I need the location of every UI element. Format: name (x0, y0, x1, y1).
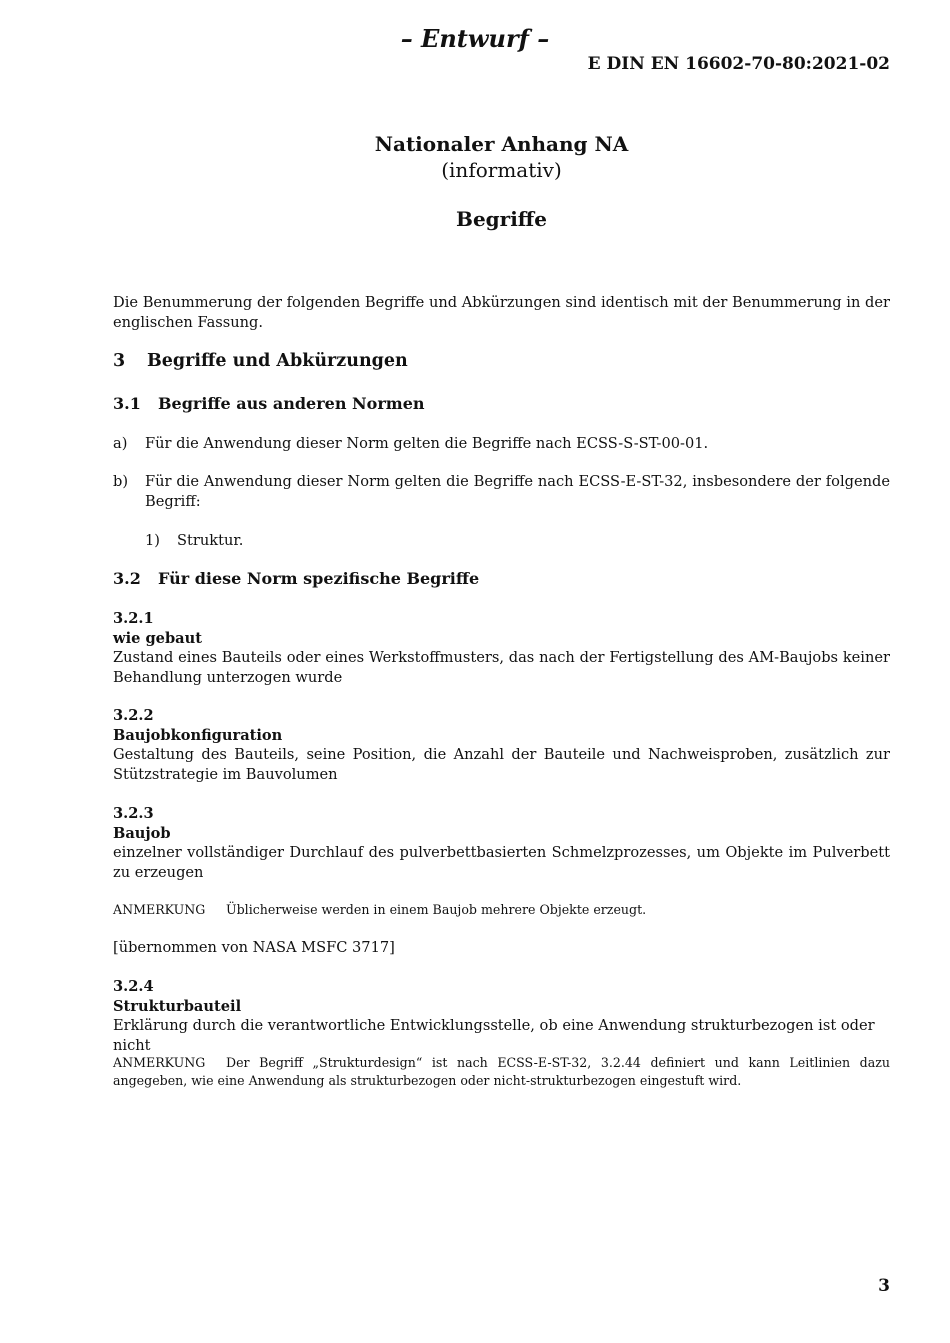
list-marker: b) (113, 473, 129, 490)
section-number: 3 (113, 351, 126, 371)
term-definition: Erklärung durch die verantwortliche Entwicklungsstelle, ob eine Anwendung strukturbezogen ist oder nicht (113, 1017, 875, 1054)
page-number: 3 (878, 1276, 890, 1296)
term-number: 3.2.4 (113, 978, 154, 995)
term-number: 3.2.1 (113, 610, 154, 627)
note-label: ANMERKUNG (113, 1055, 206, 1070)
list-text: Für die Anwendung dieser Norm gelten die Begriffe nach ECSS-E-ST-32, insbesondere der folgende Begriff: (145, 473, 890, 510)
sub-list-item (145, 531, 890, 551)
term-note (113, 1054, 890, 1090)
term-entry (113, 977, 890, 1055)
list-marker: a) (113, 435, 128, 452)
term-number: 3.2.3 (113, 805, 154, 822)
list-item (113, 434, 890, 454)
term-name: wie gebaut (113, 629, 202, 647)
term-name: Strukturbauteil (113, 997, 242, 1015)
term-number: 3.2.2 (113, 707, 154, 724)
document-id: E DIN EN 16602-70-80:2021-02 (587, 54, 890, 74)
term-note (113, 901, 890, 919)
list-text: Für die Anwendung dieser Norm gelten die Begriffe nach ECSS-S-ST-00-01. (145, 435, 709, 452)
list-text: Struktur. (177, 532, 244, 549)
term-name: Baujob (113, 824, 171, 842)
draft-label: – Entwurf – (400, 24, 550, 53)
note-text: Der Begriff „Strukturdesign“ ist nach ECSS-E-ST-32, 3.2.44 definiert und kann Leitlinien dazu angegeben, wie eine Anwendung als strukturbezogen oder nicht-strukturbezogen eingestuft wird. (113, 1055, 890, 1088)
term-definition: einzelner vollständiger Durchlauf des pulverbettbasierten Schmelzprozesses, um Objekte im Pulverbett zu erzeugen (113, 844, 890, 881)
list-item (113, 472, 890, 511)
term-entry (113, 706, 890, 784)
intro-paragraph: Die Benummerung der folgenden Begriffe und Abkürzungen sind identisch mit der Benummerung in der englischen Fassung. (113, 294, 890, 331)
section-3-1-heading (113, 394, 890, 414)
term-definition: Zustand eines Bauteils oder eines Werkstoffmusters, das nach der Fertigstellung des AM-Baujobs keiner Behandlung unterzogen wurde (113, 649, 890, 686)
section-number: 3.1 (113, 394, 141, 413)
note-label: ANMERKUNG (113, 902, 206, 917)
section-title: Für diese Norm spezifische Begriffe (158, 569, 480, 588)
term-name: Baujobkonfiguration (113, 726, 283, 744)
note-text: Üblicherweise werden in einem Baujob mehrere Objekte erzeugt. (226, 902, 647, 917)
term-entry (113, 609, 890, 687)
section-3-heading (113, 352, 890, 372)
annex-heading: Begriffe (456, 207, 547, 231)
section-title: Begriffe und Abkürzungen (147, 351, 408, 371)
annex-title: Nationaler Anhang NA (374, 132, 629, 156)
annex-subtitle: (informativ) (441, 158, 562, 182)
term-entry (113, 804, 890, 882)
section-number: 3.2 (113, 569, 141, 588)
term-source: [übernommen von NASA MSFC 3717] (113, 939, 395, 956)
term-definition: Gestaltung des Bauteils, seine Position, die Anzahl der Bauteile und Nachweisproben, zusätzlich zur Stützstrategie im Bauvolumen (113, 746, 890, 783)
list-marker: 1) (145, 532, 160, 549)
section-3-2-heading (113, 569, 890, 589)
section-title: Begriffe aus anderen Normen (158, 394, 425, 413)
